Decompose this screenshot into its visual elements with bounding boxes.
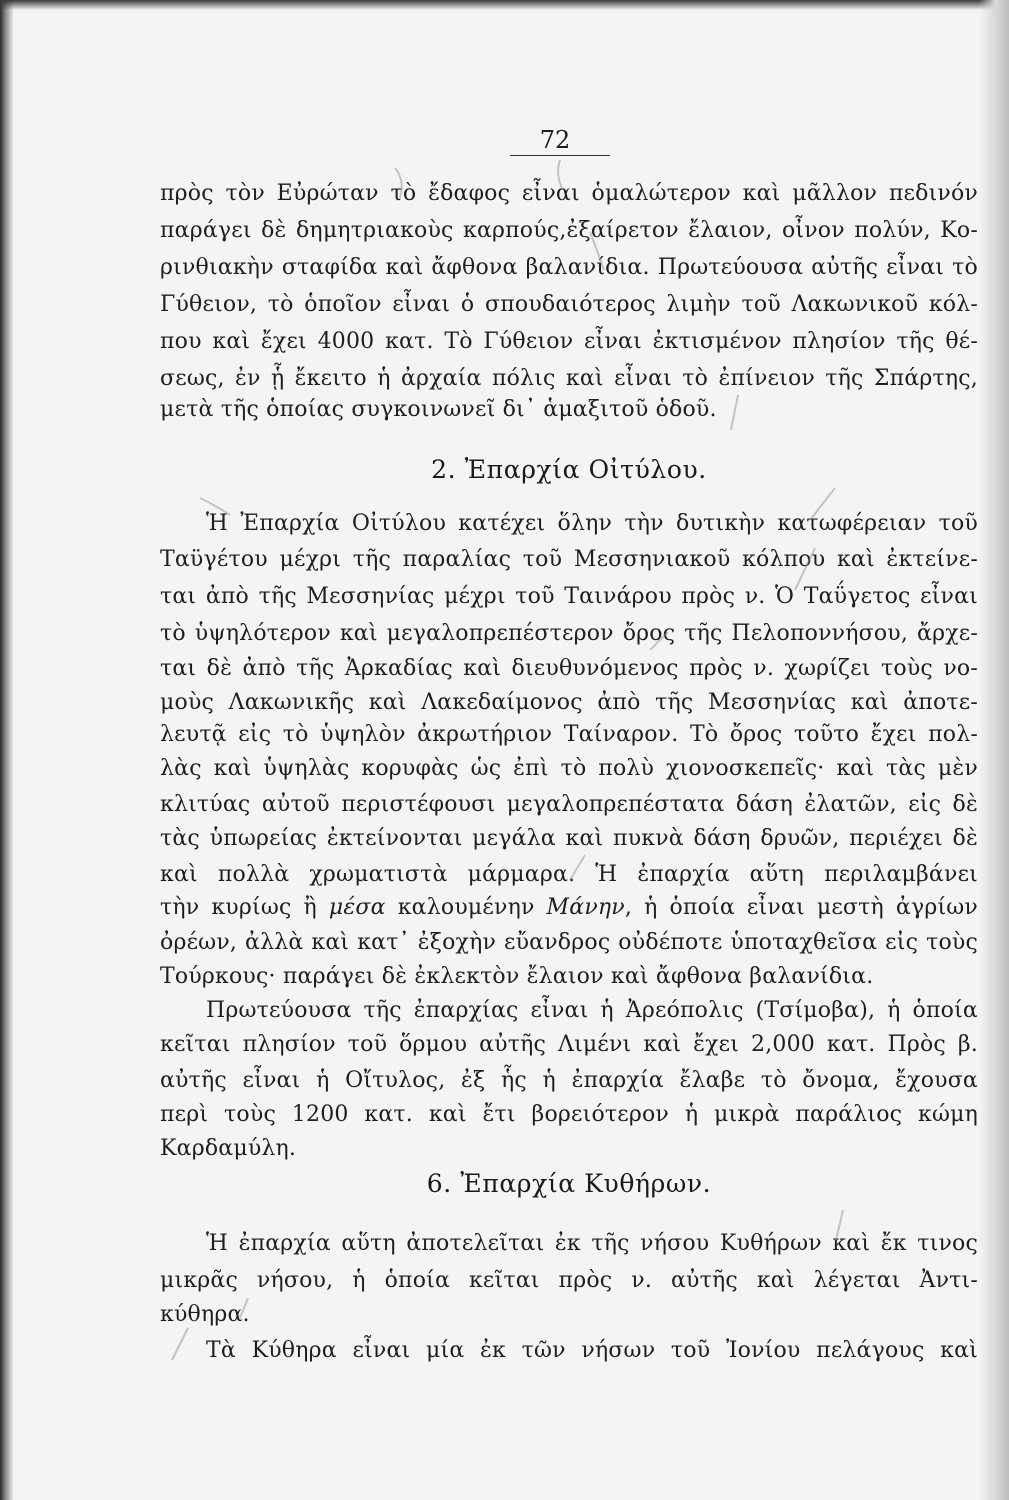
text-line: κλιτύας αὐτοῦ περιστέφουσι μεγαλοπρεπέστατα δάση ἐλατῶν, εἰς δὲ [160,792,978,817]
text-run: καλουμένην [385,895,547,920]
section-heading-oitylou: 2. Ἐπαρχία Οἰτύλου. [431,455,707,484]
text-line: μοὺς Λακωνικῆς καὶ Λακεδαίμονος ἀπὸ τῆς Μεσσηνίας καὶ ἀποτε- [160,690,978,715]
text-line: Τούρκους· παράγει δὲ ἐκλεκτὸν ἔλαιον καὶ ἄφθονα βαλανίδια. [160,964,874,989]
page-top-shadow [0,0,1009,10]
text-run: , ἡ ὁποία εἶναι μεστὴ ἀγρίων [624,895,978,920]
page-number: 72 [539,126,571,154]
text-line: ὀρέων, ἀλλὰ καὶ κατ᾿ ἐξοχὴν εὔανδρος οὐδέποτε ὑποταχθεῖσα εἰς τοὺς [160,930,978,955]
text-line: κύθηρα. [160,1302,250,1327]
text-line: ται ἀπὸ τῆς Μεσσηνίας μέχρι τοῦ Ταινάρου πρὸς ν. Ὁ Ταΰγετος εἶναι [160,584,978,609]
text-line: Καρδαμύλη. [160,1136,297,1161]
text-line: μικρᾶς νήσου, ἡ ὁποία κεῖται πρὸς ν. αὐτῆς καὶ λέγεται Ἀντι- [160,1268,978,1293]
text-line: περὶ τοὺς 1200 κατ. καὶ ἔτι βορειότερον ἡ μικρὰ παράλιος κώμη [160,1102,978,1127]
text-line: Ἡ ἐπαρχία αὕτη ἀποτελεῖται ἐκ τῆς νήσου Κυθήρων καὶ ἔκ τινος [206,1231,978,1256]
text-line: ται δὲ ἀπὸ τῆς Ἀρκαδίας καὶ διευθυνόμενος πρὸς ν. χωρίζει τοὺς νο- [160,656,978,681]
section-heading-kythiron: 6. Ἐπαρχία Κυθήρων. [426,1169,712,1198]
text-line [160,891,978,925]
text-line: καὶ πολλὰ χρωματιστὰ μάρμαρα. Ἡ ἐπαρχία αὕτη περιλαμβάνει [160,862,978,887]
text-line: πρὸς τὸν Εὐρώταν τὸ ἔδαφος εἶναι ὁμαλώτερον καὶ μᾶλλον πεδινόν [160,181,978,206]
text-line: σεως, ἐν ᾗ ἔκειτο ἡ ἀρχαία πόλις καὶ εἶναι τὸ ἐπίνειον τῆς Σπάρτης, [160,366,978,391]
text-run: τὴν κυρίως ἢ [160,895,329,920]
text-line: τὰς ὑπωρείας ἐκτείνονται μεγάλα καὶ πυκνὰ δάση δρυῶν, περιέχει δὲ [160,826,978,851]
text-line: τὸ ὑψηλότερον καὶ μεγαλοπρεπέστερον ὄρος τῆς Πελοποννήσου, ἄρχε- [160,621,978,646]
page-right-edge [979,0,1009,1500]
text-line: παράγει δὲ δημητριακοὺς καρπούς,ἐξαίρετον ἔλαιον, οἶνον πολύν, Κο- [160,218,978,243]
page-number-rule [510,155,610,156]
text-line: αὐτῆς εἶναι ἡ Οἴτυλος, ἐξ ἧς ἡ ἐπαρχία ἔλαβε τὸ ὄνομα, ἔχουσα [160,1068,978,1093]
pencil-mark [172,1328,188,1360]
text-line: ρινθιακὴν σταφίδα καὶ ἄφθονα βαλανίδια. Πρωτεύουσα αὐτῆς εἶναι τὸ [160,255,978,280]
text-line: λευτᾷ εἰς τὸ ὑψηλὸν ἀκρωτήριον Ταίναρον. Τὸ ὄρος τοῦτο ἔχει πολ- [160,722,978,747]
text-line: Τὰ Κύθηρα εἶναι μία ἐκ τῶν νήσων τοῦ Ἰονίου πελάγους καὶ [206,1338,978,1363]
text-line: που καὶ ἔχει 4000 κατ. Τὸ Γύθειον εἶναι ἐκτισμένον πλησίον τῆς θέ- [160,329,978,354]
page-binding-shadow [0,0,14,1500]
text-line: Πρωτεύουσα τῆς ἐπαρχίας εἶναι ἡ Ἀρεόπολις (Τσίμοβα), ἡ ὁποία [206,998,978,1023]
text-line: μετὰ τῆς ὁποίας συγκοινωνεῖ δι᾿ ἁμαξιτοῦ ὁδοῦ. [160,397,717,422]
italic-term: Μάνην [546,895,625,920]
text-line: Ἡ Ἐπαρχία Οἰτύλου κατέχει ὅλην τὴν δυτικὴν κατωφέρειαν τοῦ [206,511,978,536]
text-line: λὰς καὶ ὑψηλὰς κορυφὰς ὡς ἐπὶ τὸ πολὺ χιονοσκεπεῖς· καὶ τὰς μὲν [160,756,978,781]
text-line: κεῖται πλησίον τοῦ ὅρμου αὐτῆς Λιμένι καὶ ἔχει 2,000 κατ. Πρὸς β. [160,1032,978,1057]
text-line: Ταϋγέτου μέχρι τῆς παραλίας τοῦ Μεσσηνιακοῦ κόλπου καὶ ἐκτείνε- [160,547,978,572]
text-line: Γύθειον, τὸ ὁποῖον εἶναι ὁ σπουδαιότερος λιμὴν τοῦ Λακωνικοῦ κόλ- [160,292,978,317]
italic-term: μέσα [328,895,386,920]
